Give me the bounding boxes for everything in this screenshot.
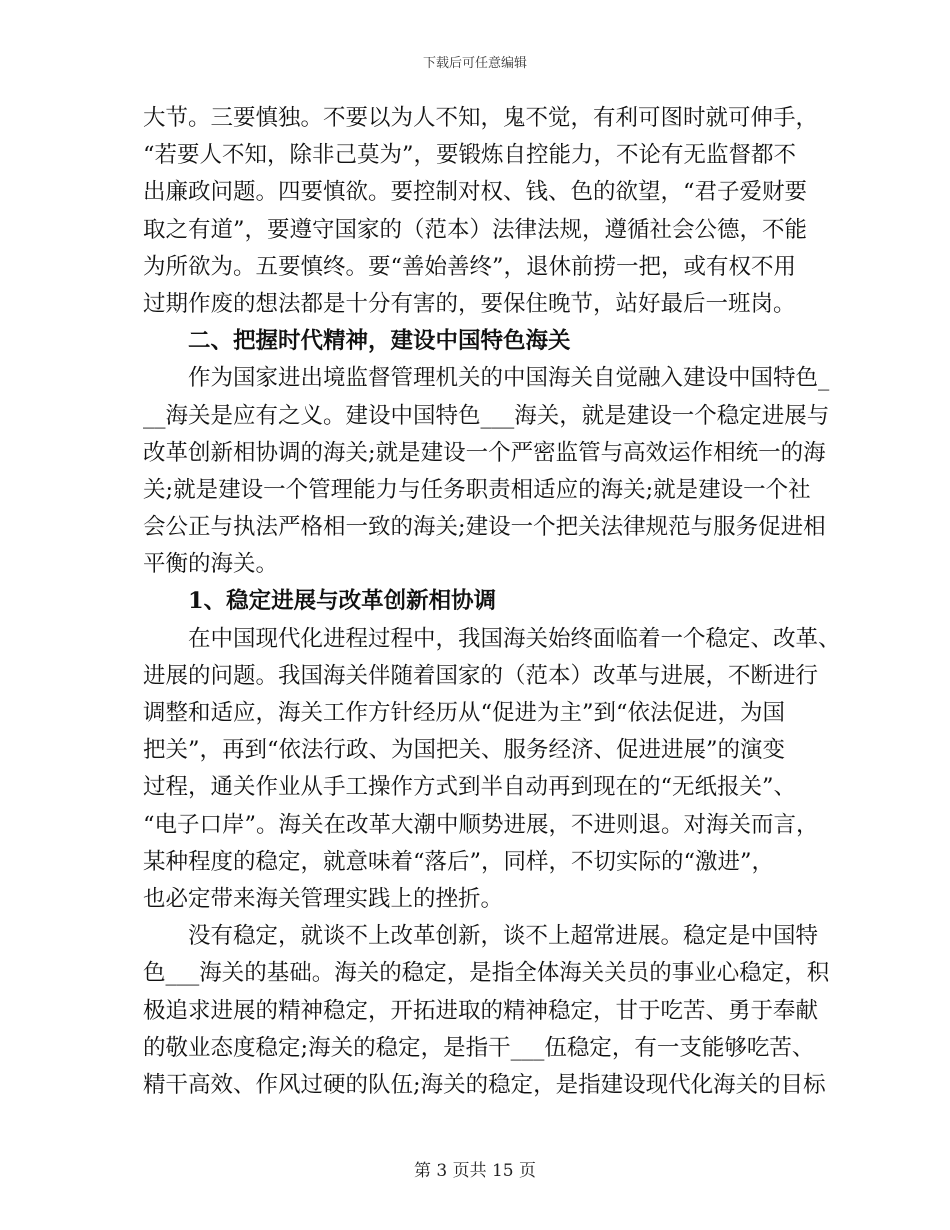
text-line: “若要人不知，除非己莫为”，要锻炼自控能力，不论有无监督都不 <box>143 142 797 169</box>
text-line: “电子口岸”。海关在改革大潮中顺势进展，不进则退。对海关而言， <box>143 811 819 838</box>
text-line: 某种程度的稳定，就意味着“落后”，同样，不切实际的“激进”， <box>143 848 775 875</box>
text-line: 进展的问题。我国海关伴随着国家的（范本）改革与进展，不断进行 <box>143 662 819 689</box>
section-heading: 二、把握时代精神，建设中国特色海关 <box>188 328 571 355</box>
text-line: 极追求进展的精神稳定，开拓进取的精神稳定，甘于吃苦、勇于奉献 <box>143 997 819 1024</box>
text-line: 大节。三要慎独。不要以为人不知，鬼不觉，有利可图时就可伸手， <box>143 105 819 131</box>
text-line: 的敬业态度稳定;海关的稳定，是指干___伍稳定，有一支能够吃苦、 <box>143 1034 815 1061</box>
text-line: 取之有道”，要遵守国家的（范本）法律法规，遵循社会公德，不能 <box>143 216 808 243</box>
text-line: 改革创新相协调的海关;就是建设一个严密监管与高效运作相统一的海 <box>143 439 826 466</box>
body-text <box>143 100 841 1104</box>
text-line: 调整和适应，海关工作方针经历从“促进为主”到“依法促进，为国 <box>143 700 786 726</box>
page-header: 下载后可任意编辑 <box>422 56 527 71</box>
text-line: 把关”，再到“依法行政、为国把关、服务经济、促进进展”的演变 <box>143 737 786 764</box>
text-line: 关;就是建设一个管理能力与任务职责相适应的海关;就是建设一个社 <box>143 476 811 503</box>
text-line: 在中国现代化进程过程中，我国海关始终面临着一个稳定、改革、 <box>188 625 841 652</box>
text-line: 也必定带来海关管理实践上的挫折。 <box>143 885 504 912</box>
text-line: 会公正与执法严格相一致的海关;建设一个把关法律规范与服务促进相 <box>143 514 826 541</box>
text-line: __海关是应有之义。建设中国特色___海关，就是建设一个稳定进展与 <box>143 402 830 429</box>
subsection-heading: 1、稳定进展与改革创新相协调 <box>188 588 497 615</box>
text-line: 过期作废的想法都是十分有害的，要保住晚节，站好最后一班岗。 <box>143 290 796 317</box>
text-line: 过程，通关作业从手工操作方式到半自动再到现在的“无纸报关”、 <box>143 774 797 801</box>
text-line: 出廉政问题。四要慎欲。要控制对权、钱、色的欲望，“君子爱财要 <box>143 179 808 206</box>
text-line: 作为国家进出境监督管理机关的中国海关自觉融入建设中国特色_ <box>188 365 830 392</box>
text-line: 没有稳定，就谈不上改革创新，谈不上超常进展。稳定是中国特 <box>188 923 819 950</box>
page-footer: 第 3 页共 15 页 <box>413 1161 537 1181</box>
text-line: 精干高效、作风过硬的队伍;海关的稳定，是指建设现代化海关的目标 <box>143 1071 826 1098</box>
text-line: 平衡的海关。 <box>143 551 279 578</box>
text-line: 色___海关的基础。海关的稳定，是指全体海关关员的事业心稳定，积 <box>143 960 830 987</box>
text-line: 为所欲为。五要慎终。要“善始善终”，退休前捞一把，或有权不用 <box>143 253 797 280</box>
